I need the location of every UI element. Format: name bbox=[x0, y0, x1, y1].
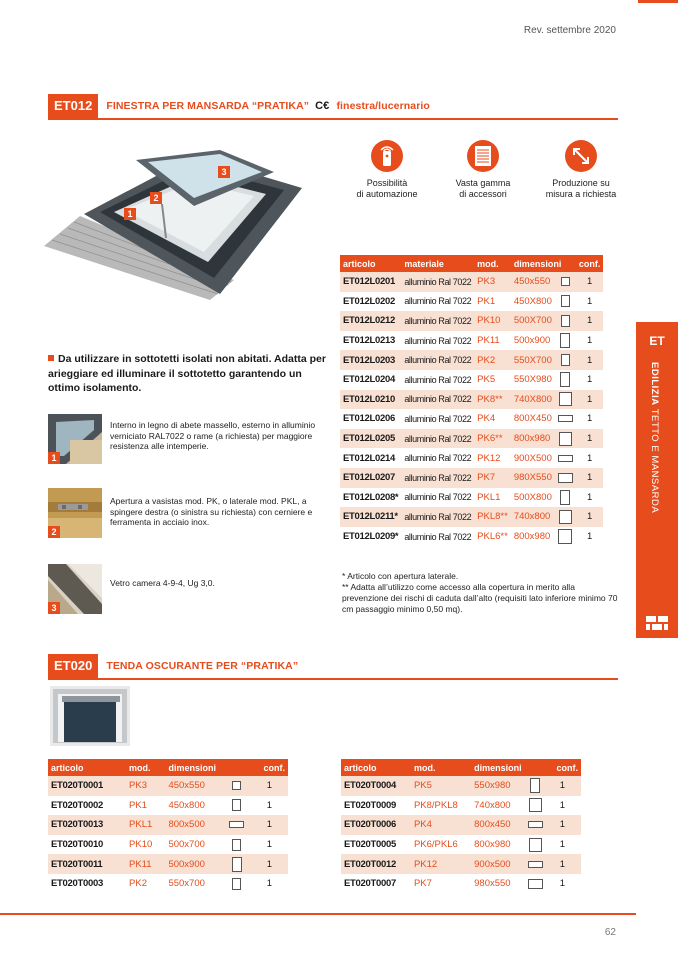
cell-dimensioni: 500X800 bbox=[513, 491, 552, 503]
cell-articolo: ET020T0012 bbox=[341, 854, 411, 874]
cell-dimensioni: 900x500 bbox=[471, 854, 522, 874]
table-row bbox=[340, 507, 603, 527]
cell-conf: 1 bbox=[559, 878, 565, 890]
window-shape-icon bbox=[232, 781, 241, 790]
cell-shape bbox=[555, 448, 576, 468]
table-row bbox=[340, 468, 603, 488]
window-shape-icon bbox=[232, 799, 241, 811]
note-roof-access: ** Adatta all’utilizzo come accesso alla copertura in merito alla prevenzione dei rischi di caduta dall’alto (requisiti lato inferiore minimo 70 cm passaggio minimo 0,50 mq). bbox=[342, 582, 618, 614]
cell-articolo: ET020T0011 bbox=[48, 854, 126, 874]
window-shape-icon bbox=[558, 455, 573, 462]
feature-custom-line2: misura a richiesta bbox=[545, 188, 617, 199]
window-shape-icon bbox=[561, 277, 570, 286]
cell-materiale: alluminio Ral 7022 bbox=[404, 296, 472, 307]
table-row bbox=[48, 854, 288, 874]
table-row bbox=[48, 815, 288, 835]
table-row bbox=[340, 527, 603, 547]
cell-materiale: alluminio Ral 7022 bbox=[404, 453, 472, 464]
cell-articolo: ET020T0010 bbox=[51, 839, 103, 851]
table-row bbox=[341, 835, 581, 855]
cell-shape bbox=[223, 776, 251, 796]
cell-articolo: ET012L0203 bbox=[340, 350, 401, 370]
feature-automation-line1: Possibilità bbox=[366, 178, 408, 188]
cell-dimensioni: 500X700 bbox=[511, 311, 555, 331]
cell-mod: PKL8** bbox=[474, 507, 511, 527]
window-shape-icon bbox=[529, 798, 542, 812]
cell-materiale: alluminio Ral 7022 bbox=[401, 272, 474, 292]
detail-3 bbox=[48, 564, 338, 614]
blind-icon bbox=[467, 140, 499, 172]
window-shape-icon bbox=[561, 354, 570, 366]
table-row bbox=[340, 331, 603, 351]
cell-dimensioni: 800X450 bbox=[513, 413, 552, 425]
ce-mark: C€ bbox=[315, 100, 330, 112]
cell-dimensioni: 500x900 bbox=[165, 854, 222, 874]
table-row bbox=[341, 796, 581, 816]
cell-dimensioni: 450x550 bbox=[511, 272, 555, 292]
et020-code-badge: ET020 bbox=[48, 654, 98, 678]
cell-dimensioni: 800x980 bbox=[513, 531, 551, 543]
et012-intro bbox=[48, 352, 328, 396]
detail-1-image bbox=[48, 414, 102, 464]
detail-1-number: 1 bbox=[48, 452, 60, 464]
cell-materiale: alluminio Ral 7022 bbox=[401, 350, 474, 370]
cell-shape bbox=[555, 331, 576, 351]
table-row bbox=[340, 272, 603, 292]
cell-conf: 1 bbox=[586, 295, 593, 307]
cell-shape bbox=[522, 835, 547, 855]
cell-mod: PK11 bbox=[477, 335, 500, 347]
cell-mod: PK12 bbox=[411, 854, 471, 874]
cell-dimensioni: 980x550 bbox=[474, 878, 511, 890]
window-shape-icon bbox=[232, 857, 242, 872]
detail-3-image bbox=[48, 564, 102, 614]
cell-dimensioni: 500x900 bbox=[513, 335, 551, 347]
callout-1: 1 bbox=[127, 209, 133, 219]
window-shape-icon bbox=[229, 821, 244, 828]
cell-conf: 1 bbox=[586, 531, 593, 543]
cell-articolo: ET012L0205 bbox=[340, 429, 401, 449]
table-row bbox=[340, 429, 603, 449]
cell-mod: PK10 bbox=[129, 839, 153, 851]
window-shape-icon bbox=[528, 861, 543, 868]
col-conf: conf. bbox=[548, 759, 581, 776]
cell-dimensioni: 980X550 bbox=[511, 468, 555, 488]
table-row bbox=[340, 409, 603, 429]
detail-3-text: Vetro camera 4-9-4, Ug 3,0. bbox=[110, 578, 215, 588]
col-articolo: articolo bbox=[48, 759, 126, 776]
cell-shape bbox=[223, 815, 251, 835]
remote-control-icon bbox=[371, 140, 403, 172]
col-dimensioni: dimensioni bbox=[471, 759, 548, 776]
window-shape-icon bbox=[558, 473, 573, 483]
cell-mod: PK8/PKL8 bbox=[413, 799, 458, 811]
table-row bbox=[48, 796, 288, 816]
cell-dimensioni: 550x700 bbox=[168, 878, 205, 890]
cell-mod: PK6** bbox=[474, 429, 511, 449]
table-row bbox=[340, 292, 603, 312]
bullet-square bbox=[48, 355, 54, 361]
cell-articolo: ET020T0005 bbox=[344, 839, 396, 851]
table-row bbox=[341, 874, 581, 894]
detail-1 bbox=[48, 414, 338, 464]
callout-3: 3 bbox=[221, 167, 227, 177]
cell-conf: 1 bbox=[586, 374, 593, 386]
cell-shape bbox=[223, 854, 251, 874]
cell-mod: PK2 bbox=[129, 878, 148, 890]
et012-title bbox=[106, 100, 430, 112]
cell-dimensioni: 800x500 bbox=[165, 815, 222, 835]
cell-dimensioni: 450x800 bbox=[168, 799, 205, 811]
window-shape-icon bbox=[561, 295, 570, 307]
et012-intro-text: Da utilizzare in sottotetti isolati non abitati. Adatta per arieggiare ed illuminare il sottotetto garantendo un ottimo isolamento. bbox=[48, 353, 326, 394]
et020-title: TENDA OSCURANTE PER “PRATIKA” bbox=[106, 660, 299, 672]
cell-articolo: ET012L0211* bbox=[340, 507, 401, 527]
cell-articolo: ET020T0002 bbox=[51, 799, 103, 811]
cell-conf: 1 bbox=[576, 507, 604, 527]
table-row bbox=[340, 370, 603, 390]
feature-automation bbox=[342, 140, 432, 199]
window-shape-icon bbox=[560, 333, 570, 348]
footer-rule bbox=[0, 913, 636, 915]
cell-shape bbox=[223, 874, 251, 894]
cell-conf: 1 bbox=[548, 776, 581, 796]
cell-materiale: alluminio Ral 7022 bbox=[401, 390, 474, 410]
cell-conf: 1 bbox=[576, 272, 604, 292]
cell-shape bbox=[555, 409, 576, 429]
cell-materiale: alluminio Ral 7022 bbox=[404, 531, 472, 542]
cell-shape bbox=[555, 350, 576, 370]
cell-articolo: ET020T0004 bbox=[341, 776, 411, 796]
cell-mod: PK2 bbox=[474, 350, 511, 370]
cell-articolo: ET012L0214 bbox=[343, 452, 395, 464]
col-dimensioni: dimensioni bbox=[511, 255, 576, 272]
cell-materiale: alluminio Ral 7022 bbox=[404, 335, 472, 346]
window-shape-icon bbox=[558, 529, 572, 544]
window-shape-icon bbox=[560, 372, 570, 387]
cell-shape bbox=[522, 854, 547, 874]
cell-materiale: alluminio Ral 7022 bbox=[401, 311, 474, 331]
cell-shape bbox=[555, 507, 576, 527]
cell-articolo: ET012L0204 bbox=[343, 374, 395, 386]
feature-accessories bbox=[438, 140, 528, 199]
window-shape-icon bbox=[559, 510, 572, 524]
window-shape-icon bbox=[530, 778, 540, 793]
cell-conf: 1 bbox=[576, 311, 604, 331]
window-shape-icon bbox=[528, 821, 543, 828]
et020-table-left bbox=[48, 759, 288, 894]
cell-conf: 1 bbox=[548, 854, 581, 874]
side-tab-category-rest: TETTO E MANSARDA bbox=[649, 408, 660, 514]
cell-articolo: ET012L0210 bbox=[340, 390, 401, 410]
cell-mod: PK4 bbox=[477, 413, 496, 425]
feature-custom bbox=[536, 140, 626, 199]
table-row bbox=[341, 815, 581, 835]
et012-code-badge: ET012 bbox=[48, 94, 98, 118]
revision-date: Rev. settembre 2020 bbox=[523, 25, 616, 36]
cell-dimensioni: 800x980 bbox=[474, 839, 511, 851]
cell-shape bbox=[223, 835, 251, 855]
feature-automation-line2: di automazione bbox=[356, 188, 418, 199]
cell-mod: PK3 bbox=[474, 272, 511, 292]
et012-table bbox=[340, 255, 603, 546]
et020-header bbox=[48, 654, 298, 678]
feature-custom-line1: Produzione su bbox=[552, 178, 610, 188]
page-number: 62 bbox=[604, 927, 616, 938]
cell-shape bbox=[522, 776, 547, 796]
cell-articolo: ET012L0209* bbox=[343, 531, 399, 543]
et012-notes bbox=[342, 571, 622, 615]
et012-subtitle: finestra/lucernario bbox=[336, 100, 430, 112]
cell-articolo: ET020T0006 bbox=[341, 815, 411, 835]
table-row bbox=[48, 835, 288, 855]
roof-window-image bbox=[44, 150, 310, 300]
cell-conf: 1 bbox=[251, 854, 288, 874]
col-materiale: materiale bbox=[401, 255, 474, 272]
cell-mod: PK8** bbox=[474, 390, 511, 410]
window-shape-icon bbox=[559, 392, 572, 406]
col-mod: mod. bbox=[474, 255, 511, 272]
cell-mod: PK3 bbox=[126, 776, 165, 796]
cell-shape bbox=[555, 429, 576, 449]
table-row bbox=[341, 776, 581, 796]
cell-mod: PK1 bbox=[477, 295, 496, 307]
cell-shape bbox=[555, 370, 576, 390]
bricks-icon bbox=[646, 616, 668, 630]
col-dimensioni: dimensioni bbox=[165, 759, 250, 776]
table-row bbox=[340, 448, 603, 468]
window-shape-icon bbox=[529, 838, 542, 852]
et020-rule bbox=[48, 678, 618, 680]
cell-articolo: ET012L0201 bbox=[340, 272, 401, 292]
cell-articolo: ET020T0001 bbox=[48, 776, 126, 796]
table-row bbox=[340, 311, 603, 331]
table-row bbox=[48, 874, 288, 894]
cell-shape bbox=[555, 272, 576, 292]
cell-mod: PKL1 bbox=[126, 815, 165, 835]
window-shape-icon bbox=[561, 315, 570, 327]
cell-conf: 1 bbox=[559, 839, 565, 851]
side-tab-code: ET bbox=[649, 334, 665, 348]
cell-conf: 1 bbox=[251, 815, 288, 835]
window-shape-icon bbox=[558, 415, 573, 422]
cell-articolo: ET012L0208* bbox=[343, 491, 399, 503]
cell-mod: PK5 bbox=[477, 374, 496, 386]
cell-conf: 1 bbox=[266, 839, 272, 851]
window-shape-icon bbox=[560, 490, 570, 505]
side-tab-category bbox=[649, 362, 660, 513]
cell-articolo: ET012L0212 bbox=[340, 311, 401, 331]
et020-right-header bbox=[341, 759, 581, 776]
cell-articolo: ET012L0207 bbox=[340, 468, 401, 488]
cell-mod: PK6/PKL6 bbox=[413, 839, 458, 851]
cell-conf: 1 bbox=[266, 878, 272, 890]
cell-articolo: ET020T0013 bbox=[48, 815, 126, 835]
table-row bbox=[340, 488, 603, 508]
blackout-blind-image bbox=[50, 686, 130, 746]
cell-mod: PK12 bbox=[477, 452, 501, 464]
detail-2-text: Apertura a vasistas mod. PK, o laterale mod. PKL, a spingere destra (o sinistra su richiesta) con cerniere e ferramenta in acciaio inox. bbox=[110, 496, 313, 527]
category-side-tab bbox=[636, 322, 678, 638]
et012-header bbox=[48, 94, 430, 118]
side-tab-category-bold: EDILIZIA bbox=[649, 362, 660, 406]
col-articolo: articolo bbox=[340, 255, 401, 272]
cell-mod: PKL1 bbox=[477, 491, 501, 503]
cell-articolo: ET012L0206 bbox=[343, 413, 395, 425]
cell-dimensioni: 450X800 bbox=[513, 295, 552, 307]
window-shape-icon bbox=[528, 879, 543, 889]
cell-dimensioni: 800x980 bbox=[511, 429, 555, 449]
cell-articolo: ET020T0003 bbox=[51, 878, 103, 890]
cell-dimensioni: 450x550 bbox=[165, 776, 222, 796]
et020-left-header bbox=[48, 759, 288, 776]
cell-shape bbox=[555, 311, 576, 331]
table-row bbox=[340, 350, 603, 370]
col-conf: conf. bbox=[576, 255, 604, 272]
note-side-opening: * Articolo con apertura laterale. bbox=[342, 571, 459, 581]
cell-shape bbox=[522, 796, 547, 816]
window-shape-icon bbox=[232, 878, 241, 890]
cell-conf: 1 bbox=[576, 429, 604, 449]
cell-conf: 1 bbox=[576, 390, 604, 410]
cell-dimensioni: 740x800 bbox=[474, 799, 511, 811]
cell-shape bbox=[555, 468, 576, 488]
cell-conf: 1 bbox=[586, 491, 593, 503]
cell-articolo: ET020T0009 bbox=[344, 799, 396, 811]
et012-rule bbox=[48, 118, 618, 120]
cell-shape bbox=[555, 527, 576, 547]
col-articolo: articolo bbox=[341, 759, 411, 776]
cell-dimensioni: 550X980 bbox=[513, 374, 552, 386]
cell-shape bbox=[555, 292, 576, 312]
cell-dimensioni: 800x450 bbox=[471, 815, 522, 835]
detail-2-number: 2 bbox=[48, 526, 60, 538]
cell-conf: 1 bbox=[586, 413, 593, 425]
cell-shape bbox=[522, 874, 547, 894]
cell-mod: PK10 bbox=[474, 311, 511, 331]
cell-conf: 1 bbox=[586, 335, 593, 347]
et012-title-text: FINESTRA PER MANSARDA “PRATIKA” bbox=[106, 100, 310, 112]
callout-2: 2 bbox=[153, 193, 159, 203]
cell-conf: 1 bbox=[576, 468, 604, 488]
cell-materiale: alluminio Ral 7022 bbox=[404, 492, 472, 503]
col-mod: mod. bbox=[411, 759, 471, 776]
cell-articolo: ET020T0007 bbox=[344, 878, 396, 890]
cell-shape bbox=[223, 796, 251, 816]
col-mod: mod. bbox=[126, 759, 165, 776]
cell-materiale: alluminio Ral 7022 bbox=[401, 429, 474, 449]
detail-2-image bbox=[48, 488, 102, 538]
cell-shape bbox=[522, 815, 547, 835]
cell-mod: PK7 bbox=[474, 468, 511, 488]
detail-3-number: 3 bbox=[48, 602, 60, 614]
cell-materiale: alluminio Ral 7022 bbox=[401, 507, 474, 527]
cell-conf: 1 bbox=[559, 799, 565, 811]
detail-1-text: Interno in legno di abete massello, esterno in alluminio verniciato RAL7022 o rame (a richiesta) per maggiore resistenza alle intemperie. bbox=[110, 420, 316, 451]
cell-shape bbox=[555, 390, 576, 410]
cell-dimensioni: 740x800 bbox=[511, 507, 555, 527]
cell-mod: PK1 bbox=[129, 799, 148, 811]
detail-2 bbox=[48, 488, 338, 538]
table-row bbox=[340, 390, 603, 410]
cell-mod: PK4 bbox=[411, 815, 471, 835]
et012-table-header bbox=[340, 255, 603, 272]
cell-dimensioni: 550X700 bbox=[511, 350, 555, 370]
cell-dimensioni: 740X800 bbox=[511, 390, 555, 410]
cell-mod: PK5 bbox=[411, 776, 471, 796]
resize-arrows-icon bbox=[565, 140, 597, 172]
cell-shape bbox=[555, 488, 576, 508]
cell-conf: 1 bbox=[251, 776, 288, 796]
col-conf: conf. bbox=[251, 759, 288, 776]
et020-table-right bbox=[341, 759, 581, 894]
cell-articolo: ET012L0202 bbox=[343, 295, 395, 307]
cell-mod: PKL6** bbox=[477, 531, 508, 543]
cell-mod: PK11 bbox=[126, 854, 165, 874]
cell-conf: 1 bbox=[548, 815, 581, 835]
feature-accessories-line1: Vasta gamma bbox=[455, 178, 511, 188]
cell-materiale: alluminio Ral 7022 bbox=[401, 468, 474, 488]
feature-accessories-line2: di accessori bbox=[459, 188, 507, 199]
cell-conf: 1 bbox=[586, 452, 593, 464]
cell-materiale: alluminio Ral 7022 bbox=[404, 374, 472, 385]
cell-dimensioni: 500x700 bbox=[168, 839, 205, 851]
window-shape-icon bbox=[559, 432, 572, 446]
cell-dimensioni: 900X500 bbox=[513, 452, 552, 464]
table-row bbox=[48, 776, 288, 796]
cell-conf: 1 bbox=[266, 799, 272, 811]
window-shape-icon bbox=[232, 839, 241, 851]
cell-articolo: ET012L0213 bbox=[343, 335, 395, 347]
top-accent-bar bbox=[638, 0, 678, 3]
cell-materiale: alluminio Ral 7022 bbox=[404, 413, 472, 424]
cell-mod: PK7 bbox=[413, 878, 432, 890]
cell-conf: 1 bbox=[576, 350, 604, 370]
cell-dimensioni: 550x980 bbox=[471, 776, 522, 796]
table-row bbox=[341, 854, 581, 874]
